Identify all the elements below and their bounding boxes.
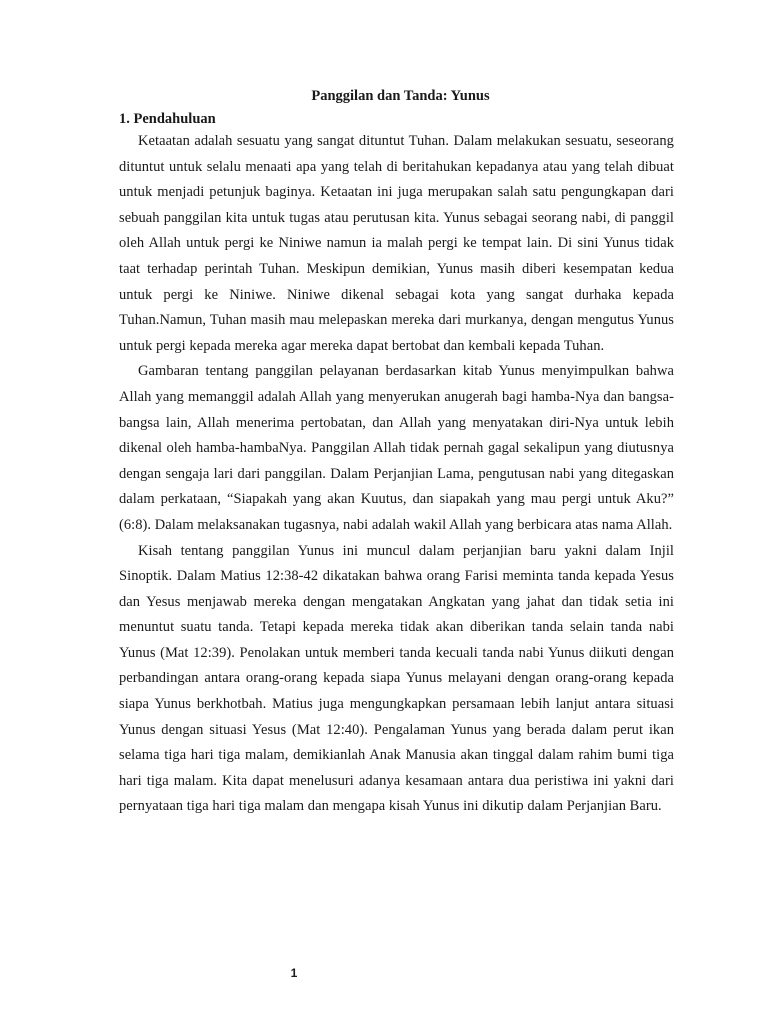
paragraph-2: Gambaran tentang panggilan pelayanan berdasarkan kitab Yunus menyimpulkan bahwa Allah yang memanggil adalah Allah yang menyerukan anugerah bagi hamba-Nya dan bangsa-bangsa lain, Allah menerima pertobatan, dan Allah yang menyatakan diri-Nya untuk lebih dikenal oleh hamba-hambaNya. Panggilan Allah tidak pernah gagal sekalipun yang diutusnya dengan sengaja lari dari panggilan. Dalam Perjanjian Lama, pengutusan nabi yang ditegaskan dalam perkataan, “Siapakah yang akan Kuutus, dan siapakah yang mau pergi untuk Aku?” (6:8). Dalam melaksanakan tugasnya, nabi adalah wakil Allah yang berbicara atas nama Allah. <box>119 363 674 533</box>
paragraph-3: Kisah tentang panggilan Yunus ini muncul dalam perjanjian baru yakni dalam Injil Sinoptik. Dalam Matius 12:38-42 dikatakan bahwa orang Farisi meminta tanda kepada Yesus dan Yesus menjawab mereka dengan mengatakan Angkatan yang jahat dan tidak setia ini menuntut suatu tanda. Tetapi kepada mereka tidak akan diberikan tanda selain tanda nabi Yunus (Mat 12:39). Penolakan untuk memberi tanda kecuali tanda nabi Yunus diikuti dengan perbandingan antara orang-orang kepada siapa Yunus melayani dengan orang-orang kepada siapa Yunus berkhotbah. Matius juga mengungkapkan persamaan lebih lanjut antara situasi Yunus dengan situasi Yesus (Mat 12:40). Pengalaman Yunus yang berada dalam perut ikan selama tiga hari tiga malam, demikianlah Anak Manusia akan tinggal dalam rahim bumi tiga hari tiga malam. Kita dapat menelusuri adanya kesamaan antara dua peristiwa ini yakni dari pernyataan tiga hari tiga malam dan mengapa kisah Yunus ini dikutip dalam Perjanjian Baru. <box>119 542 674 815</box>
section-heading: 1. Pendahuluan <box>119 111 216 127</box>
page-content <box>119 86 674 820</box>
page-number: 1 <box>290 966 298 980</box>
paragraph-1: Ketaatan adalah sesuatu yang sangat dituntut Tuhan. Dalam melakukan sesuatu, seseorang dituntut untuk selalu menaati apa yang telah di beritahukan kepadanya atau yang telah dibuat untuk menjadi petunjuk baginya. Ketaatan ini juga merupakan salah satu pengungkapan dari sebuah panggilan kita untuk tugas atau perutusan kita. Yunus sebagai seorang nabi, di panggil oleh Allah untuk pergi ke Niniwe namun ia malah pergi ke tempat lain. Di sini Yunus tidak taat terhadap perintah Tuhan. Meskipun demikian, Yunus masih diberi kesempatan kedua untuk pergi ke Niniwe. Niniwe dikenal sebagai kota yang sangat durhaka kepada Tuhan.Namun, Tuhan masih mau melepaskan mereka dari murkanya, dengan mengutus Yunus untuk pergi kepada mereka agar mereka dapat bertobat dan kembali kepada Tuhan. <box>119 133 674 354</box>
document-title: Panggilan dan Tanda: Yunus <box>311 88 490 104</box>
